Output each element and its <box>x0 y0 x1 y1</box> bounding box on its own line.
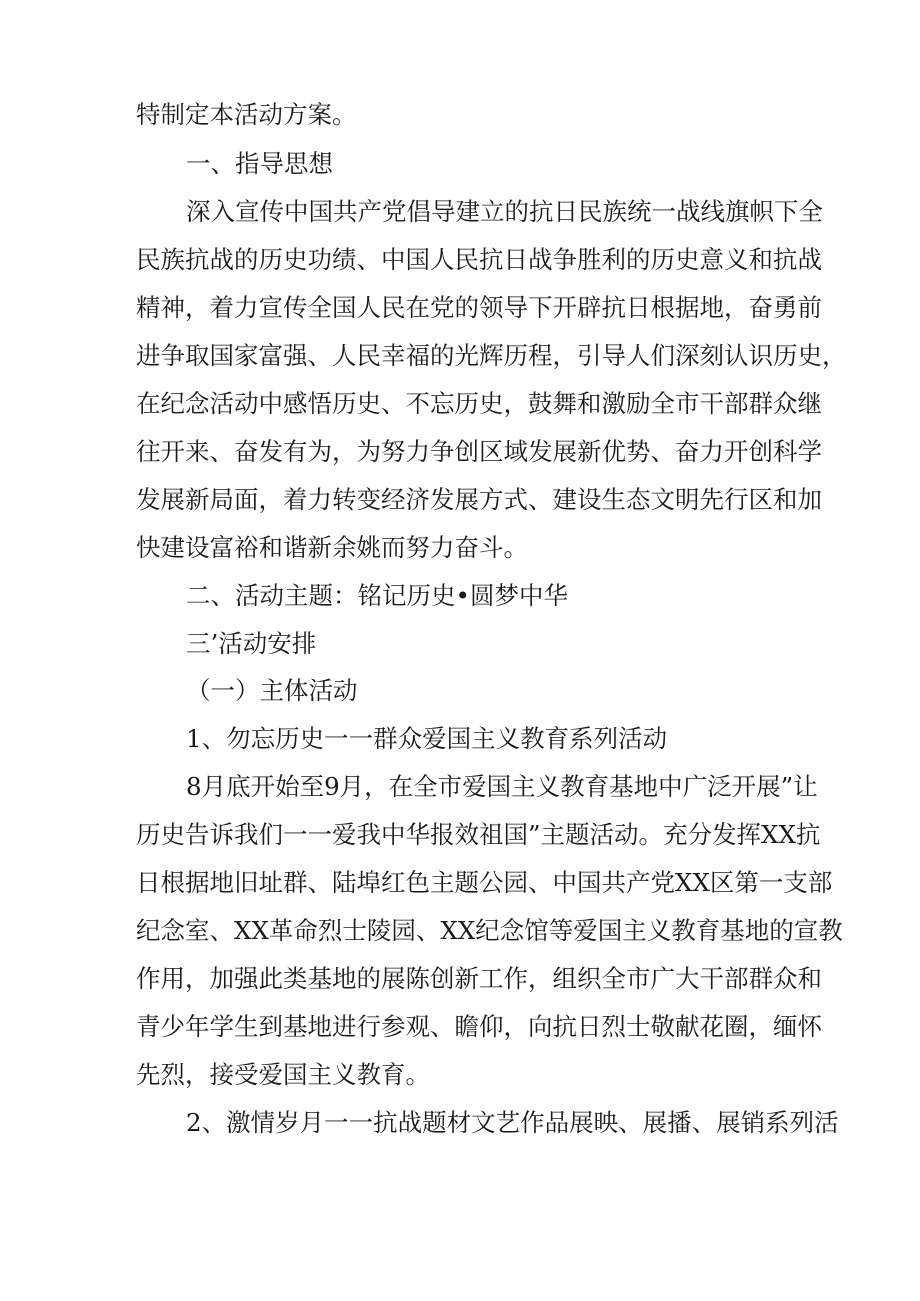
text-line: 1、勿忘历史一一群众爱国主义教育系列活动 <box>186 724 668 753</box>
text-line: 历史告诉我们一一爱我中华报效祖国”主题活动。充分发挥XX抗 <box>136 820 821 849</box>
text-line: 进争取国家富强、人民幸福的光辉历程，引导人们深刻认识历史， <box>136 341 847 370</box>
text-line: 二、活动主题：铭记历史•圆梦中华 <box>186 581 568 610</box>
text-line: 精神，着力宣传全国人民在党的领导下开辟抗日根据地，奋勇前 <box>136 293 822 322</box>
text-line: 民族抗战的历史功绩、中国人民抗日战争胜利的历史意义和抗战 <box>136 245 822 274</box>
text-line: 纪念室、XX革命烈士陵园、XX纪念馆等爱国主义教育基地的宣教 <box>136 916 843 945</box>
text-line: 青少年学生到基地进行参观、瞻仰，向抗日烈士敬献花圈，缅怀 <box>136 1012 822 1041</box>
text-line: 三’活动安排 <box>186 629 317 658</box>
text-line: 往开来、奋发有为，为努力争创区域发展新优势、奋力开创科学 <box>136 437 822 466</box>
text-line: 一、指导思想 <box>186 149 333 178</box>
text-line: 在纪念活动中感悟历史、不忘历史，鼓舞和激励全市干部群众继 <box>136 389 822 418</box>
text-line: 深入宣传中国共产党倡导建立的抗日民族统一战线旗帜下全 <box>186 197 823 226</box>
text-line: 快建设富裕和谐新余姚而努力奋斗。 <box>136 533 528 562</box>
text-line: 先烈，接受爱国主义教育。 <box>136 1060 430 1089</box>
text-line: 8月底开始至9月，在全市爱国主义教育基地中广泛开展”让 <box>186 772 818 801</box>
text-line: 2、激情岁月一一抗战题材文艺作品展映、展播、展销系列活 <box>186 1108 839 1137</box>
text-line: 作用，加强此类基地的展陈创新工作，组织全市广大干部群众和 <box>136 964 822 993</box>
text-line: 特制定本活动方案。 <box>136 100 357 129</box>
text-line: 日根据地旧址群、陆埠红色主题公园、中国共产党XX区第一支部 <box>136 868 833 897</box>
text-line: 发展新局面，着力转变经济发展方式、建设生态文明先行区和加 <box>136 485 822 514</box>
text-line: （一）主体活动 <box>186 676 358 705</box>
